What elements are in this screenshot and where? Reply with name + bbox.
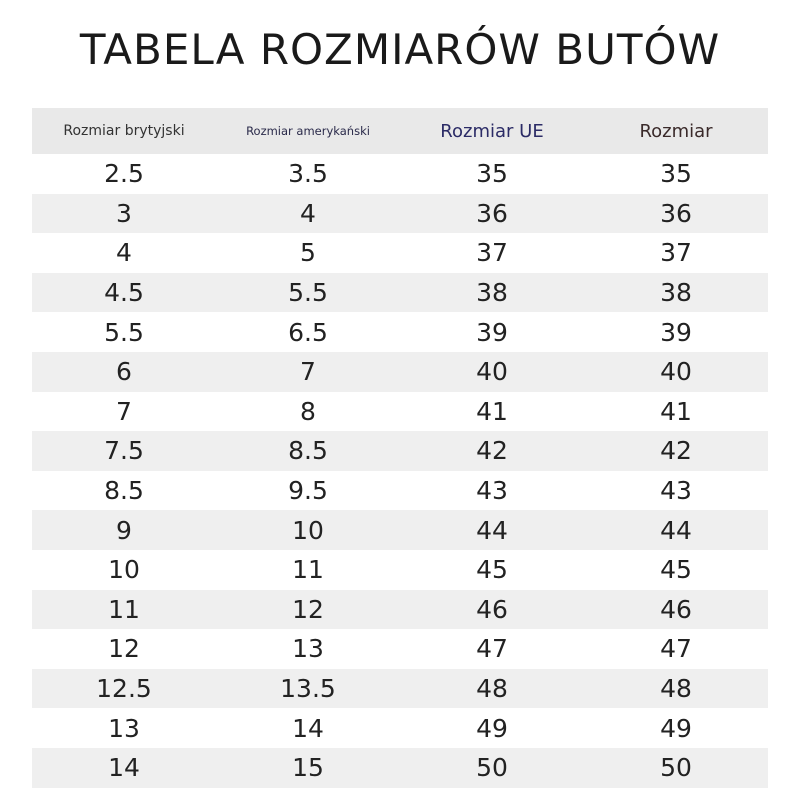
- cell-us-size: 8.5: [216, 431, 400, 471]
- cell-uk-size: 8.5: [104, 476, 144, 506]
- size-chart-table: [32, 108, 768, 788]
- table-row: [32, 550, 768, 590]
- table-row: [32, 194, 768, 234]
- cell-uk-size: 14: [32, 748, 216, 788]
- cell-eu-size: 40: [400, 352, 584, 392]
- cell-size: 40: [584, 352, 768, 392]
- cell-us-size: 6.5: [288, 317, 328, 347]
- cell-size: 43: [660, 476, 692, 506]
- cell-eu-size: 39: [476, 317, 508, 347]
- cell-uk-size: 2.5: [104, 159, 144, 189]
- cell-us-size: 11: [292, 555, 324, 585]
- cell-size: 39: [660, 317, 692, 347]
- cell-uk-size: 11: [32, 590, 216, 630]
- cell-size: 42: [584, 431, 768, 471]
- cell-us-size: 13: [292, 634, 324, 664]
- cell-eu-size: 48: [400, 669, 584, 709]
- cell-eu-size: 38: [400, 273, 584, 313]
- cell-eu-size: 35: [476, 159, 508, 189]
- cell-eu-size: 44: [400, 510, 584, 550]
- cell-us-size: 9.5: [288, 476, 328, 506]
- cell-us-size: 12: [216, 590, 400, 630]
- cell-us-size: 5: [300, 238, 316, 268]
- cell-size: 48: [584, 669, 768, 709]
- cell-eu-size: 36: [400, 194, 584, 234]
- table-row: [32, 510, 768, 550]
- page-title: TABELA ROZMIARÓW BUTÓW: [79, 25, 721, 74]
- cell-uk-size: 5.5: [104, 317, 144, 347]
- cell-uk-size: 4.5: [32, 273, 216, 313]
- cell-uk-size: 12: [108, 634, 140, 664]
- cell-us-size: 8: [300, 396, 316, 426]
- table-row: [32, 748, 768, 788]
- cell-size: 44: [584, 510, 768, 550]
- table-row: [32, 312, 768, 352]
- cell-eu-size: 45: [476, 555, 508, 585]
- cell-size: 49: [660, 713, 692, 743]
- cell-eu-size: 43: [476, 476, 508, 506]
- cell-us-size: 10: [216, 510, 400, 550]
- cell-us-size: 13.5: [216, 669, 400, 709]
- cell-uk-size: 4: [116, 238, 132, 268]
- table-row: [32, 629, 768, 669]
- table-row: [32, 590, 768, 630]
- cell-size: 36: [584, 194, 768, 234]
- table-row: [32, 431, 768, 471]
- table-row: [32, 471, 768, 511]
- cell-uk-size: 7: [116, 396, 132, 426]
- cell-eu-size: 46: [400, 590, 584, 630]
- column-header-us-size: Rozmiar amerykański: [216, 108, 400, 154]
- table-row: [32, 669, 768, 709]
- cell-uk-size: 6: [32, 352, 216, 392]
- cell-eu-size: 42: [400, 431, 584, 471]
- cell-eu-size: 47: [476, 634, 508, 664]
- cell-uk-size: 3: [32, 194, 216, 234]
- cell-us-size: 5.5: [216, 273, 400, 313]
- cell-uk-size: 13: [108, 713, 140, 743]
- cell-size: 47: [660, 634, 692, 664]
- table-row: [32, 273, 768, 313]
- table-body: [32, 154, 768, 788]
- cell-size: 37: [660, 238, 692, 268]
- column-header-size: Rozmiar: [584, 108, 768, 154]
- cell-uk-size: 7.5: [32, 431, 216, 471]
- cell-uk-size: 10: [108, 555, 140, 585]
- cell-eu-size: 37: [476, 238, 508, 268]
- cell-size: 41: [660, 396, 692, 426]
- cell-us-size: 15: [216, 748, 400, 788]
- cell-us-size: 4: [216, 194, 400, 234]
- table-row: [32, 233, 768, 273]
- table-header-row: [32, 108, 768, 154]
- table-row: [32, 708, 768, 748]
- cell-size: 35: [660, 159, 692, 189]
- cell-size: 50: [584, 748, 768, 788]
- cell-uk-size: 12.5: [32, 669, 216, 709]
- table-row: [32, 392, 768, 432]
- cell-us-size: 14: [292, 713, 324, 743]
- cell-us-size: 3.5: [288, 159, 328, 189]
- table-row: [32, 352, 768, 392]
- cell-us-size: 7: [216, 352, 400, 392]
- cell-size: 45: [660, 555, 692, 585]
- cell-uk-size: 9: [32, 510, 216, 550]
- cell-eu-size: 41: [476, 396, 508, 426]
- column-header-uk-size: Rozmiar brytyjski: [32, 108, 216, 154]
- column-header-eu-size: Rozmiar UE: [400, 108, 584, 154]
- cell-size: 38: [584, 273, 768, 313]
- cell-size: 46: [584, 590, 768, 630]
- cell-eu-size: 49: [476, 713, 508, 743]
- cell-eu-size: 50: [400, 748, 584, 788]
- table-row: [32, 154, 768, 194]
